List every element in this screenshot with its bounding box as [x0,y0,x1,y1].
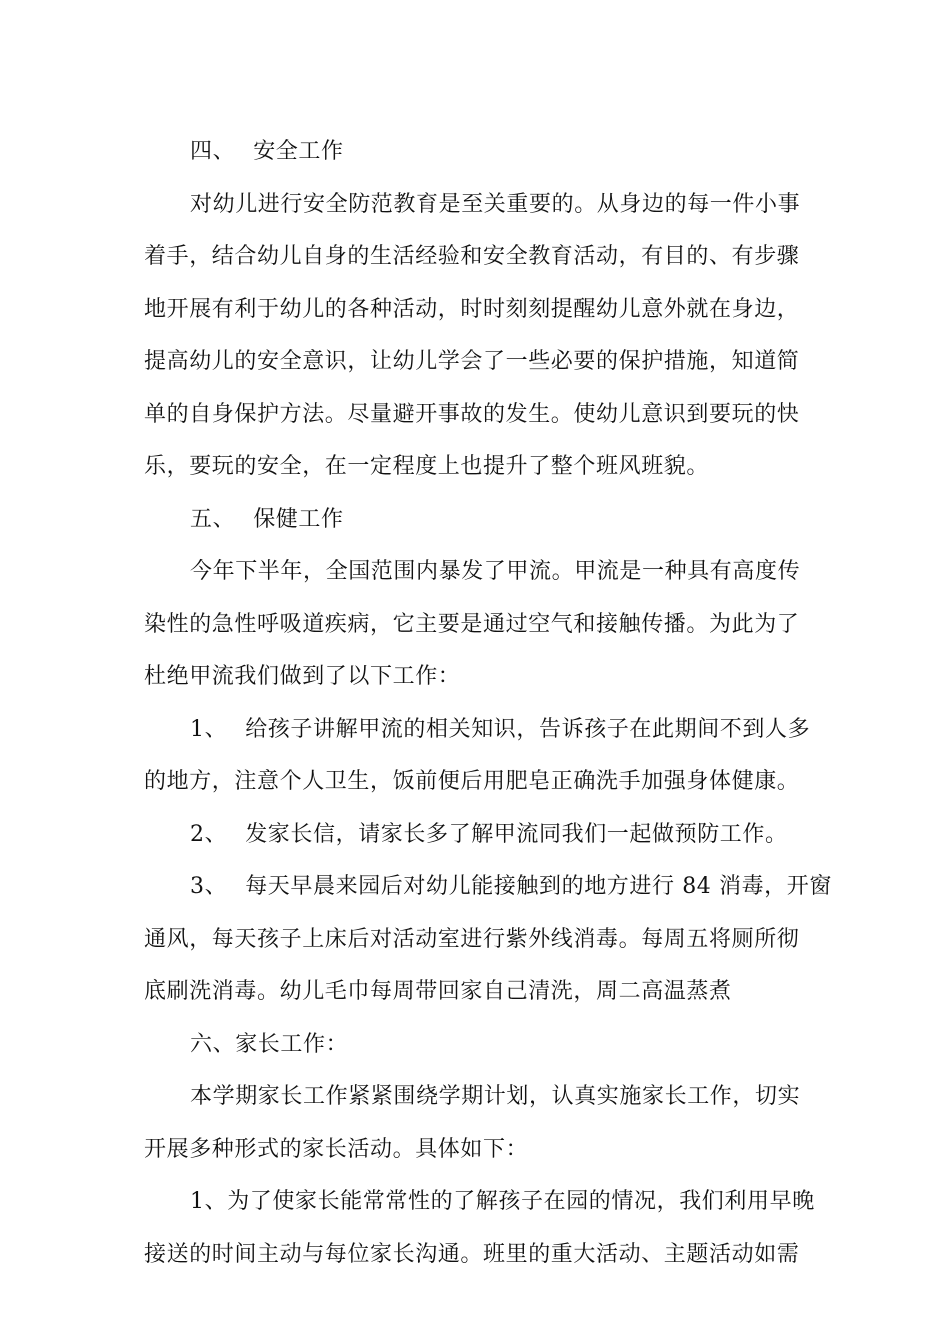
paragraph-line: 通风，每天孩子上床后对活动室进行紫外线消毒。每周五将厕所彻 [144,926,800,952]
paragraph-line: 提高幼儿的安全意识，让幼儿学会了一些必要的保护措施，知道简 [144,349,800,374]
list-number: 2、 [190,821,228,847]
list-text: 给孩子讲解甲流的相关知识，告诉孩子在此期间不到人多 [245,716,811,742]
list-item-1: 1、为了使家长能常常性的了解孩子在园的情况，我们利用早晚 [190,1189,815,1214]
paragraph-line: 开展多种形式的家长活动。具体如下： [144,1136,529,1162]
list-item-1 [144,704,810,757]
paragraph-line: 着手，结合幼儿自身的生活经验和安全教育活动，有目的、有步骤 [144,244,800,269]
list-text: 每天早晨来园后对幼儿能接触到的地方进行 84 消毒，开窗 [245,874,832,899]
paragraph-line: 底刷洗消毒。幼儿毛巾每周带回家自己清洗，周二高温蒸煮 [144,979,732,1004]
heading-text: 安全工作 [253,139,344,164]
paragraph-line: 染性的急性呼吸道疾病，它主要是通过空气和接触传播。为此为了 [144,611,800,637]
paragraph-line: 对幼儿进行安全防范教育是至关重要的。从身边的每一件小事 [190,191,801,217]
paragraph-line: 本学期家长工作紧紧围绕学期计划，认真实施家长工作，切实 [190,1084,801,1109]
paragraph-line: 杜绝甲流我们做到了以下工作： [144,664,461,689]
section-heading-health [144,494,810,547]
section-heading-safety [144,126,810,179]
list-item-2 [144,809,810,862]
paragraph-line: 地开展有利于幼儿的各种活动，时时刻刻提醒幼儿意外就在身边， [144,296,800,322]
list-number: 1、 [190,716,228,742]
section-heading-parents: 六、家长工作： [190,1031,349,1057]
paragraph-line: 接送的时间主动与每位家长沟通。班里的重大活动、主题活动如需 [144,1241,800,1267]
heading-text: 保健工作 [253,506,344,532]
document-body [144,126,832,1281]
paragraph-line: 单的自身保护方法。尽量避开事故的发生。使幼儿意识到要玩的快 [144,401,800,427]
paragraph-line: 的地方，注意个人卫生，饭前便后用肥皂正确洗手加强身体健康。 [144,769,800,794]
paragraph-line: 乐，要玩的安全，在一定程度上也提升了整个班风班貌。 [144,454,710,479]
heading-number: 五、 [190,506,236,532]
list-text: 发家长信，请家长多了解甲流同我们一起做预防工作。 [245,821,788,847]
heading-number: 四、 [190,139,236,164]
list-number: 3、 [190,874,228,899]
list-item-3 [144,861,832,914]
paragraph-line: 今年下半年，全国范围内暴发了甲流。甲流是一种具有高度传 [190,559,801,584]
